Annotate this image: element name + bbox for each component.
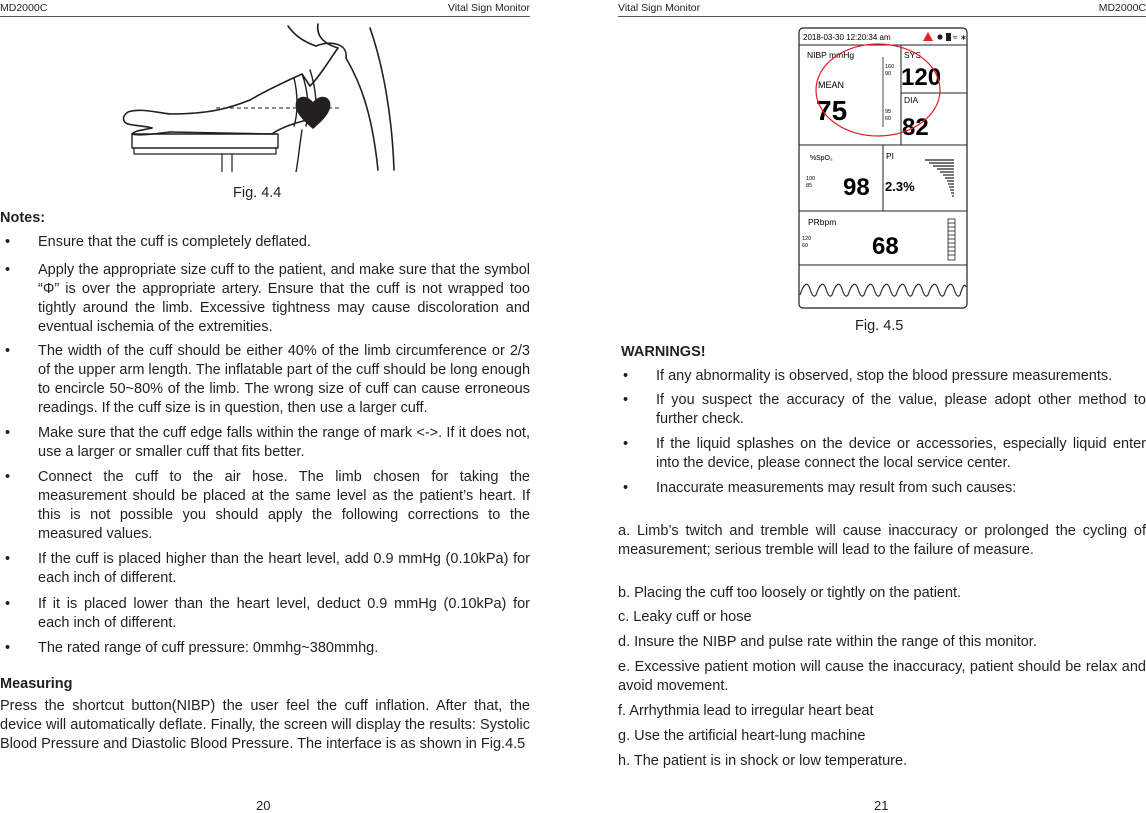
list-item: • The width of the cuff should be either 40% of the limb circumference or 2/3 of the upper arm length. The inflatable part of the cuff should be long enough to encircle 50~80% of the limb. The wrong size of cuff can cause erroneous readings. If the cuff size is in question, then use a larger cuff. [0, 342, 530, 418]
pr-label: PRbpm [808, 217, 837, 227]
notes-list [0, 233, 530, 658]
warnings-heading: WARNINGS! [621, 344, 706, 360]
left-page-header [0, 0, 530, 17]
list-item: • Apply the appropriate size cuff to the patient, and make sure that the symbol “Φ” is over the appropriate artery. Ensure that the cuff is not wrapped too tightly around the limb. Excessive tightness may cause discoloration and eventual ischemia of the extremities. [0, 261, 530, 337]
cause-item: h. The patient is in shock or low temperature. [618, 753, 908, 769]
mean-value: 75 [816, 95, 848, 126]
notes-heading: Notes: [0, 210, 46, 226]
mean-label: MEAN [818, 80, 845, 90]
spo2-limit-low: 85 [806, 183, 813, 189]
page-number: 20 [256, 798, 271, 813]
bluetooth-icon: ∗ [960, 33, 967, 42]
sys-limit-low: 90 [885, 71, 892, 77]
list-item: • If the cuff is placed higher than the heart level, add 0.9 mmHg (0.10kPa) for each inch of different. [0, 550, 530, 588]
spo2-unit: % [810, 155, 817, 162]
pr-limit-high: 120 [802, 236, 812, 242]
warnings-list [618, 367, 1146, 498]
page-number: 21 [874, 798, 889, 813]
pi-value: 2.3% [885, 179, 915, 194]
monitor-screen-figure [798, 27, 968, 309]
spo2-value: 98 [843, 174, 870, 201]
wifi-icon: ≈ [953, 33, 958, 42]
pr-value: 68 [872, 233, 899, 260]
cause-item: a. Limb’s twitch and tremble will cause inaccuracy or prolonged the cycling of measurement; serious tremble will lead to the failure of measure. [618, 523, 1146, 558]
right-page [618, 0, 1146, 813]
cause-item: b. Placing the cuff too loosely or tightly on the patient. [618, 585, 962, 601]
battery-icon [946, 33, 951, 41]
measuring-heading: Measuring [0, 676, 73, 692]
figure-caption: Fig. 4.5 [855, 318, 904, 334]
list-item: • If you suspect the accuracy of the value, please adopt other method to further check. [618, 391, 1146, 429]
list-item: • Make sure that the cuff edge falls within the range of mark <->. If it does not, use a larger or smaller cuff that fits better. [0, 424, 530, 462]
list-item: • If it is placed lower than the heart level, deduct 0.9 mmHg (0.10kPa) for each inch of different. [0, 595, 530, 633]
list-item: • Inaccurate measurements may result from such causes: [618, 479, 1146, 498]
cuff-placement-illustration [110, 22, 400, 172]
cause-item: c. Leaky cuff or hose [618, 609, 752, 625]
list-item: • Connect the cuff to the air hose. The limb chosen for taking the measurement should be placed at the same level as the patient’s heart. If this is not possible you should apply the following corrections to the measured values. [0, 468, 530, 544]
spo2-limit-high: 100 [806, 176, 816, 182]
cause-item: g. Use the artificial heart-lung machine [618, 728, 866, 744]
header-title: Vital Sign Monitor [447, 2, 530, 14]
heart-icon [296, 97, 331, 129]
dia-limit-low: 60 [885, 116, 892, 122]
header-model: MD2000C [0, 2, 48, 14]
pr-limit-low: 60 [802, 243, 809, 249]
list-item: • If any abnormality is observed, stop the blood pressure measurements. [618, 367, 1146, 386]
monitor-datetime: 2018-03-30 12:20:34 am [803, 33, 891, 42]
sys-label: SYS [904, 50, 922, 60]
pi-label: PI [886, 151, 895, 161]
dia-label: DIA [904, 95, 919, 105]
cause-item: e. Excessive patient motion will cause the inaccuracy, patient should be relax and avoid movement. [618, 659, 1146, 694]
right-page-header [618, 0, 1146, 17]
bell-icon [937, 34, 942, 39]
cause-item: d. Insure the NIBP and pulse rate within the range of this monitor. [618, 634, 1037, 650]
header-model: MD2000C [1098, 2, 1146, 14]
cause-item: f. Arrhythmia lead to irregular heart beat [618, 703, 874, 719]
sys-value: 120 [901, 64, 942, 91]
left-page [0, 0, 530, 813]
list-item: • Ensure that the cuff is completely deflated. [0, 233, 530, 252]
dia-value: 82 [902, 114, 929, 141]
spo2-label: SpO₂ [816, 155, 833, 162]
measuring-paragraph: Press the shortcut button(NIBP) the user feel the cuff inflation. After that, the device will automatically deflate. Finally, the screen will display the results: Systolic Blood Pressure and Diastolic Blood Pressure. The interface is as shown in Fig.4.5 [0, 698, 530, 752]
header-title: Vital Sign Monitor [618, 2, 701, 14]
list-item: • If the liquid splashes on the device or accessories, especially liquid enter into the device, please connect the local service center. [618, 435, 1146, 473]
dia-limit-high: 95 [885, 109, 892, 115]
sys-limit-high: 160 [885, 64, 895, 70]
list-item: • The rated range of cuff pressure: 0mmhg~380mmhg. [0, 639, 530, 658]
figure-caption: Fig. 4.4 [233, 185, 282, 201]
nibp-label: NIBP mmHg [807, 50, 855, 60]
